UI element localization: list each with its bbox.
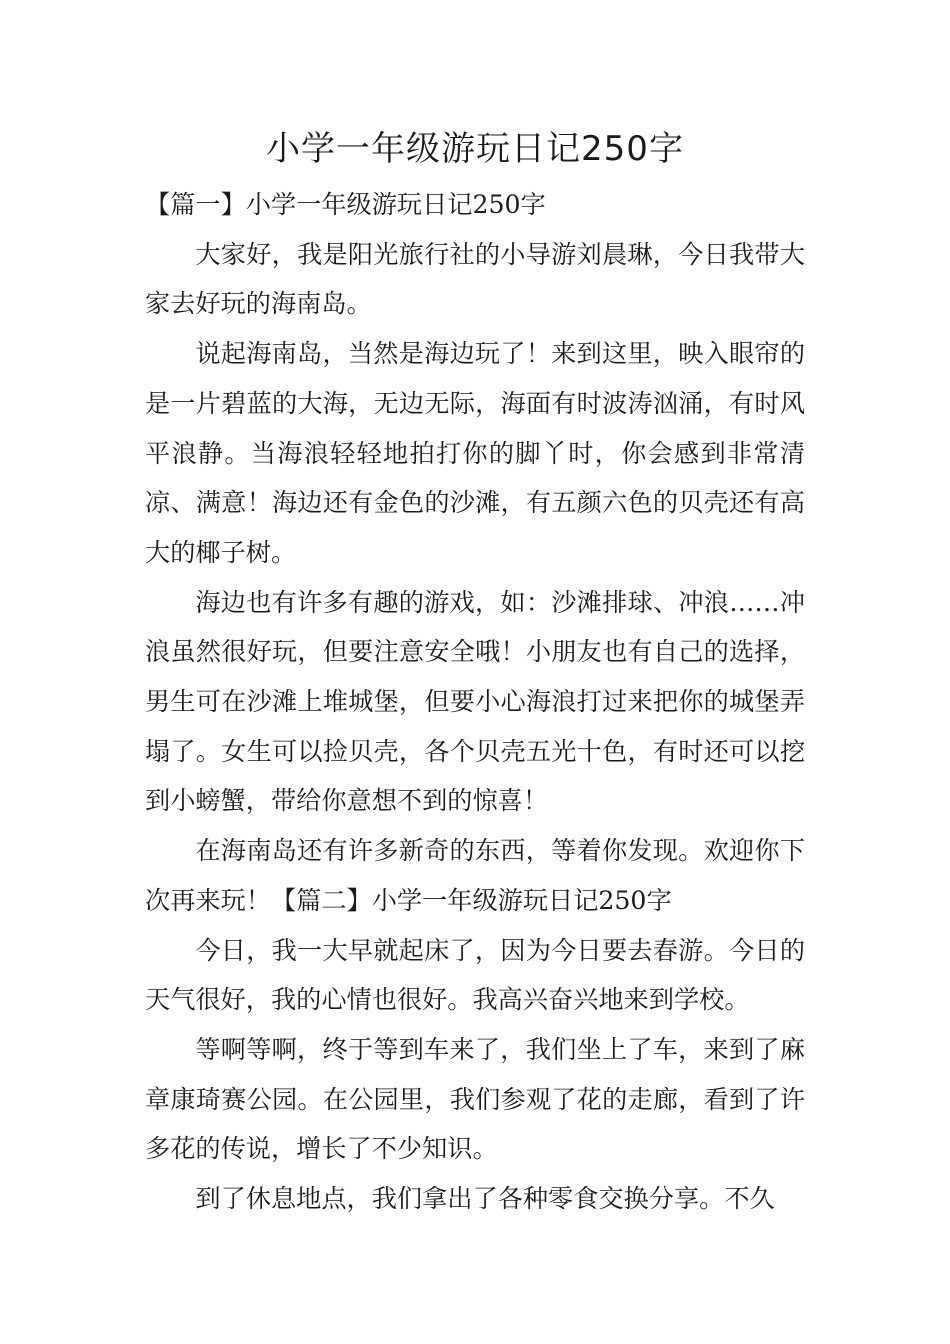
paragraph: 到了休息地点，我们拿出了各种零食交换分享。不久 [195, 1184, 775, 1214]
paragraph: 等啊等啊，终于等到车来了，我们坐上了车，来到了麻章康琦赛公园。在公园里，我们参观了花的走廊，看到了许多花的传说，增长了不少知识。 [145, 1034, 805, 1164]
paragraph: 今日，我一大早就起床了，因为今日要去春游。今日的天气很好，我的心情也很好。我高兴奋兴地来到学校。 [145, 935, 805, 1015]
section-heading: 【篇一】小学一年级游玩日记250字 [145, 190, 546, 219]
paragraph: 大家好，我是阳光旅行社的小导游刘晨琳，今日我带大家去好玩的海南岛。 [145, 239, 805, 319]
document-title: 小学一年级游玩日记250字 [266, 129, 684, 169]
document-body [145, 180, 805, 1224]
paragraph: 海边也有许多有趣的游戏，如：沙滩排球、冲浪……冲浪虽然很好玩，但要注意安全哦！小朋友也有自己的选择，男生可在沙滩上堆城堡，但要小心海浪打过来把你的城堡弄塌了。女生可以捡贝壳，各个贝壳五光十色，有时还可以挖到小螃蟹，带给你意想不到的惊喜！ [145, 587, 805, 816]
paragraph: 在海南岛还有许多新奇的东西，等着你发现。欢迎你下次再来玩！【篇二】小学一年级游玩日记250字 [145, 836, 805, 915]
paragraph: 说起海南岛，当然是海边玩了！来到这里，映入眼帘的是一片碧蓝的大海，无边无际，海面有时波涛汹涌，有时风平浪静。当海浪轻轻地拍打你的脚丫时，你会感到非常清凉、满意！海边还有金色的沙滩，有五颜六色的贝壳还有高大的椰子树。 [145, 339, 805, 567]
